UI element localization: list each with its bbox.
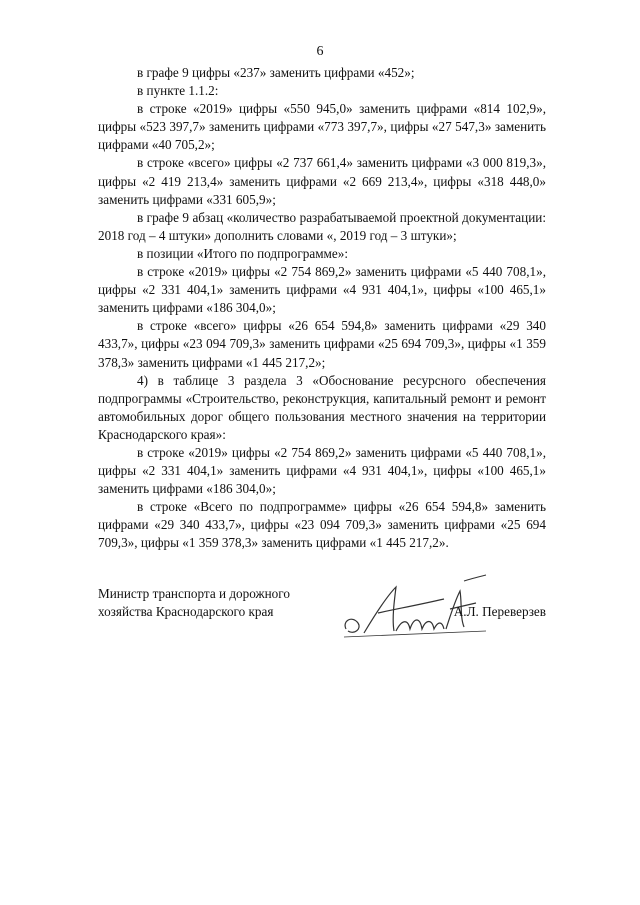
paragraph-graph9-documentation: в графе 9 абзац «количество разрабатываемой проектной документации: 2018 год – 4 штуки» дополнить словами «, 2019 год – 3 штуки»;: [98, 209, 546, 243]
paragraph-position-total: в позиции «Итого по подпрограмме»:: [137, 245, 349, 261]
paragraph-table3-row-total: в строке «Всего по подпрограмме» цифры «26 654 594,8» заменить цифрами «29 340 433,7», цифры «23 094 709,3» заменить цифрами «25 694 709,3», цифры «1 359 378,3» заменить цифрами «1 445 217,2».: [98, 499, 546, 551]
paragraph-total-row-all: в строке «всего» цифры «26 654 594,8» заменить цифрами «29 340 433,7», цифры «23 094 709,3» заменить цифрами «25 694 709,3», цифры «1 359 378,3» заменить цифрами «1 445 217,2»;: [98, 318, 546, 370]
page-number: 6: [316, 44, 324, 59]
document-body: [98, 64, 546, 553]
paragraph-graph9-237: в графе 9 цифры «237» заменить цифрами «452»;: [137, 65, 415, 80]
paragraph-table3-row-2019: в строке «2019» цифры «2 754 869,2» заменить цифрами «5 440 708,1», цифры «2 331 404,1» заменить цифрами «4 931 404,1», цифры «100 465,1» заменить цифрами «186 304,0»;: [98, 444, 546, 497]
paragraph-table3: 4) в таблице 3 раздела 3 «Обоснование ресурсного обеспечения подпрограммы «Строительство, реконструкция, капитальный ремонт и ремонт автомобильных дорог общего пользования местного значения на территории Краснодарского края»:: [98, 372, 546, 442]
signatory-position-line2: хозяйства Краснодарского края: [98, 604, 274, 620]
paragraph-row-total: в строке «всего» цифры «2 737 661,4» заменить цифрами «3 000 819,3», цифры «2 419 213,4» заменить цифрами «2 669 213,4», цифры «318 448,0» заменить цифрами «331 605,9»;: [98, 155, 546, 207]
paragraph-total-row-2019: в строке «2019» цифры «2 754 869,2» заменить цифрами «5 440 708,1», цифры «2 331 404,1» заменить цифрами «4 931 404,1», цифры «100 465,1» заменить цифрами «186 304,0»;: [98, 264, 546, 316]
paragraph-item-1-1-2: в пункте 1.1.2:: [137, 83, 219, 99]
paragraph-row-2019: в строке «2019» цифры «550 945,0» заменить цифрами «814 102,9», цифры «523 397,7» заменить цифрами «773 397,7», цифры «27 547,3» заменить цифрами «40 705,2»;: [98, 101, 546, 153]
signatory-position-line1: Министр транспорта и дорожного: [98, 586, 290, 601]
signature-block: [98, 585, 546, 645]
signatory-position: [98, 585, 338, 621]
signatory-name: А.Л. Переверзев: [453, 604, 546, 619]
